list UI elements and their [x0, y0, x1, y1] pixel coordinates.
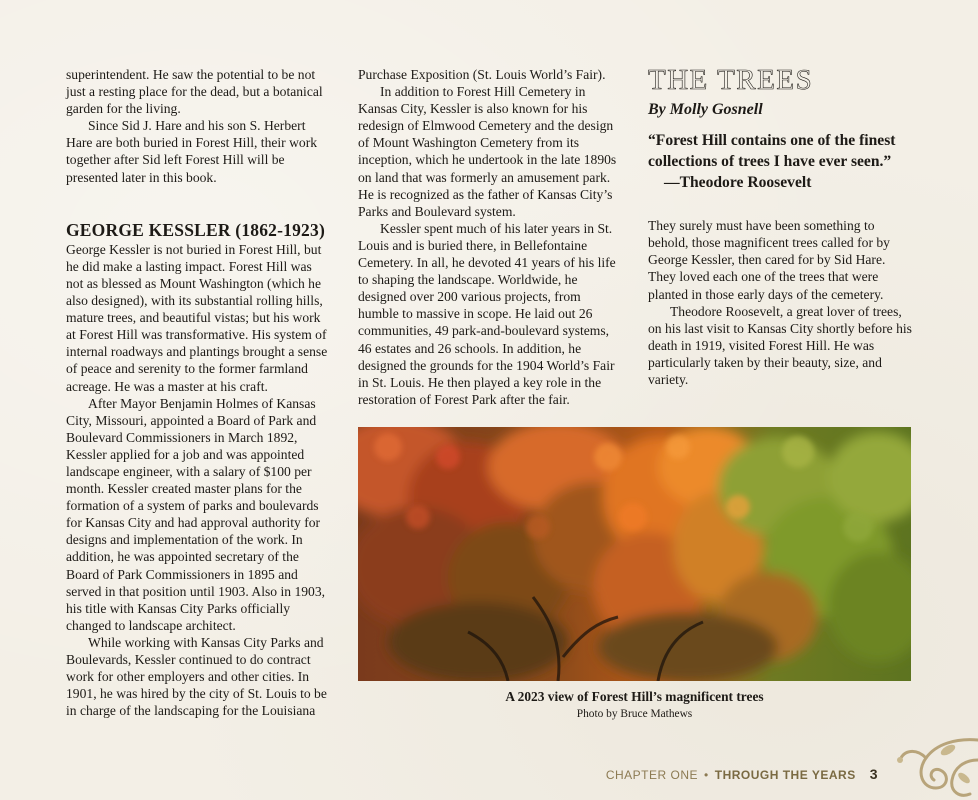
paragraph: Purchase Exposition (St. Louis World’s Fair). — [358, 67, 606, 82]
paragraph: In addition to Forest Hill Cemetery in Kansas City, Kessler is also known for his redesign of Elmwood Cemetery and the design of Mount Washington Cemetery from its inception, which he undertook in the late 1890s on land that was formerly an amusement park. He is recognized as the father of Kansas City’s Parks and Boulevard system. — [358, 84, 617, 219]
article-title: THE TREES — [648, 64, 814, 96]
column-right — [648, 66, 914, 388]
trees-photo-image — [358, 427, 911, 681]
paragraph: superintendent. He saw the potential to be not just a resting place for the dead, but a botanical garden for the living. — [66, 67, 323, 117]
byline: By Molly Gosnell — [648, 101, 763, 119]
trees-photo — [358, 427, 911, 681]
page-footer — [606, 766, 878, 782]
paragraph: While working with Kansas City Parks and Boulevards, Kessler continued to do contract work for other employers and other cities. In 1901, he was hired by the city of St. Louis to be in charge of the landscaping for the Louisiana — [66, 634, 327, 719]
paragraph: Since Sid J. Hare and his son S. Herbert Hare are both buried in Forest Hill, their work together after Sid left Forest Hill will be presented later in this book. — [66, 118, 318, 185]
paragraph: Theodore Roosevelt, a great lover of trees, on his last visit to Kansas City shortly before his death in 1919, visited Forest Hill. He was particularly taken by their beauty, size, and variety. — [648, 303, 912, 388]
photo-caption: A 2023 view of Forest Hill’s magnificent trees — [505, 689, 764, 704]
pull-quote: “Forest Hill contains one of the finest collections of trees I have ever seen.” — [648, 132, 896, 171]
footer-chapter: CHAPTER ONE — [605, 768, 699, 782]
section-heading: GEORGE KESSLER (1862-1923) — [66, 219, 325, 240]
footer-section: THROUGH THE YEARS — [714, 768, 856, 782]
ornament-flourish-icon — [886, 730, 978, 800]
photo-credit: Photo by Bruce Mathews — [576, 708, 693, 720]
page-number: 3 — [869, 766, 878, 782]
paragraph: They surely must have been something to behold, those magnificent trees called for by George Kessler, then cared for by Sid Hare. They loved each one of the trees that were planted in those early days of the cemetery. — [648, 218, 890, 302]
paragraph: George Kessler is not buried in Forest Hill, but he did make a lasting impact. Forest Hill was not as blessed as Mount Washington (which he also designed), with its substantial rolling hills, mature trees, and beautiful vistas; but his work at Forest Hill was transformative. His system of internal roadways and plantings brought a sense of peace and serenity to the former farmland acreage. He was a master at his craft. — [66, 241, 328, 394]
paragraph: After Mayor Benjamin Holmes of Kansas City, Missouri, appointed a Board of Park and Boulevard Commissioners in March 1892, Kessler applied for a job and was appointed landscape engineer, with a salary of $100 per month. Kessler created master plans for the formation of a system of parks and boulevards for Kansas City and had approval authority for designs and implementation of the work. In addition, he was appointed secretary of the Board of Park Commissioners in 1895 and served in that position until 1903. Also in 1903, his title with Kansas City Parks officially changed to landscape architect. — [66, 395, 326, 633]
column-left — [66, 66, 332, 719]
column-middle — [358, 66, 624, 408]
quote-attribution: —Theodore Roosevelt — [664, 174, 812, 192]
footer-separator-dot: • — [704, 768, 709, 782]
paragraph: Kessler spent much of his later years in St. Louis and is buried there, in Bellefontaine Cemetery. In all, he devoted 41 years of his life to shaping the landscape. Worldwide, he designed over 200 various projects, from humble to massive in scope. He laid out 26 communities, 49 park-and-boulevard systems, 46 estates and 26 schools. In addition, he designed the grounds for the 1904 World’s Fair in St. Louis. He then played a key role in the restoration of Forest Park after the fair. — [358, 220, 616, 407]
